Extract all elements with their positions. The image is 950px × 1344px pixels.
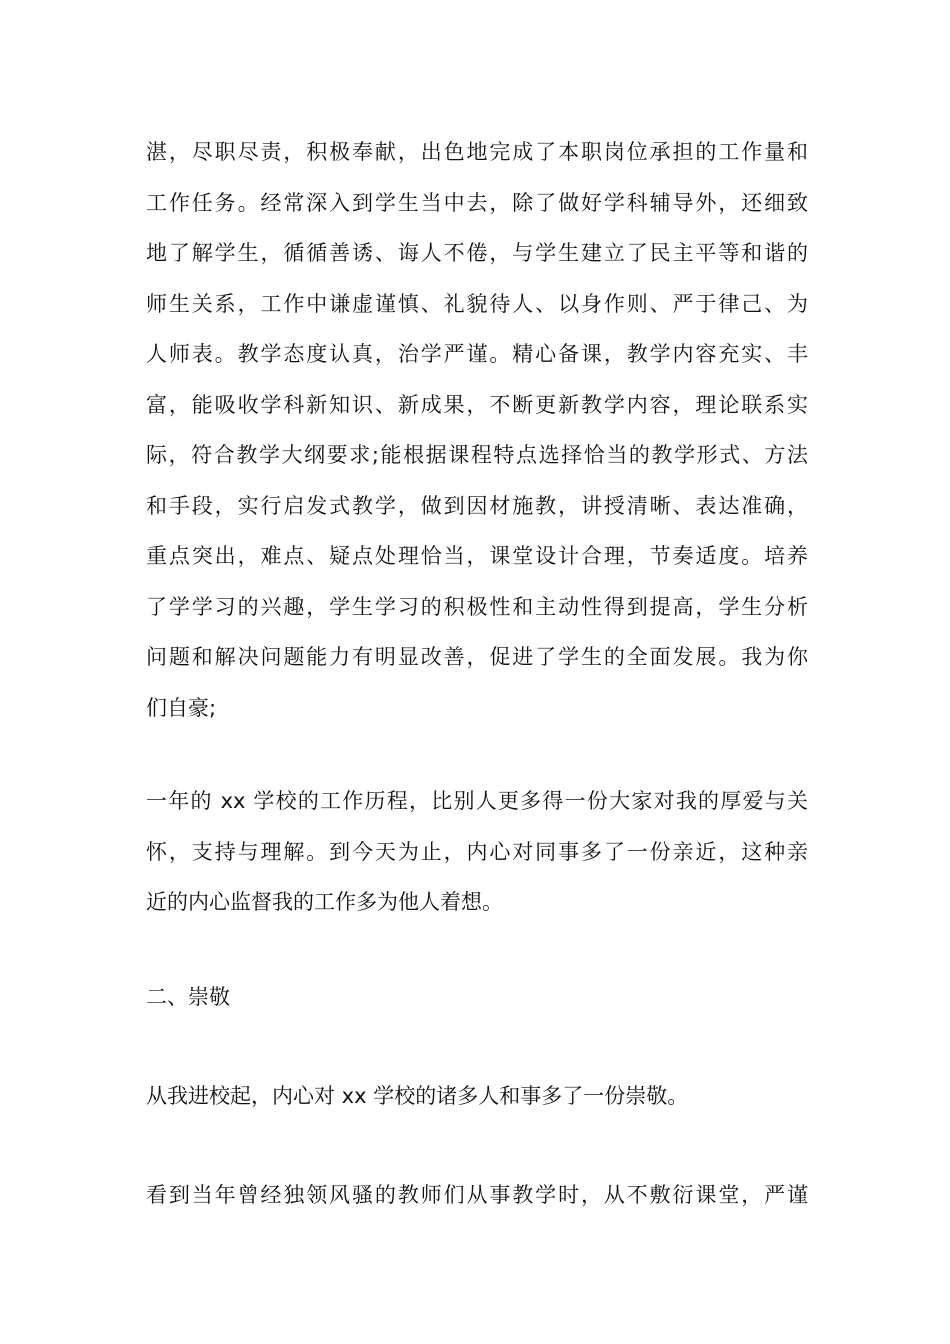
paragraph-teachers bbox=[146, 1170, 808, 1221]
paragraph-line: 从我进校起，内心对 xx 学校的诸多人和事多了一份崇敬。 bbox=[146, 1084, 689, 1108]
paragraph-line: 问题和解决问题能力有明显改善，促进了学生的全面发展。我为你 bbox=[146, 645, 808, 669]
paragraph-line: 和手段，实行启发式教学，做到因材施教，讲授清晰、表达准确， bbox=[146, 493, 808, 518]
paragraph-line: 怀，支持与理解。到今天为止，内心对同事多了一份亲近，这种亲 bbox=[146, 839, 808, 864]
paragraph-line: 重点突出，难点、疑点处理恰当，课堂设计合理，节奏适度。培养 bbox=[146, 544, 808, 568]
paragraph-line: 际，符合教学大纲要求;能根据课程特点选择恰当的教学形式、方法 bbox=[146, 443, 808, 467]
paragraph-line: 一年的 xx 学校的工作历程，比别人更多得一份大家对我的厚爱与关 bbox=[146, 789, 808, 813]
paragraph-line: 师生关系，工作中谦虚谨慎、礼貌待人、以身作则、严于律己、为 bbox=[146, 291, 808, 316]
paragraph-line: 看到当年曾经独领风骚的教师们从事教学时，从不敷衍课堂，严谨 bbox=[146, 1183, 808, 1207]
section-heading bbox=[146, 972, 808, 1023]
paragraph-line: 湛，尽职尽责，积极奉献，出色地完成了本职岗位承担的工作量和 bbox=[146, 140, 808, 164]
paragraph-work-history bbox=[146, 776, 808, 928]
section-heading-text: 二、崇敬 bbox=[146, 985, 230, 1009]
paragraph-teaching-work bbox=[146, 127, 808, 733]
paragraph-line: 们自豪; bbox=[146, 695, 217, 720]
paragraph-line: 地了解学生，循循善诱、诲人不倦，与学生建立了民主平等和谐的 bbox=[146, 241, 808, 265]
paragraph-line: 富，能吸收学科新知识、新成果，不断更新教学内容，理论联系实 bbox=[146, 392, 808, 417]
paragraph-line: 人师表。教学态度认真，治学严谨。精心备课，教学内容充实、丰 bbox=[146, 342, 808, 366]
paragraph-line: 工作任务。经常深入到学生当中去，除了做好学科辅导外，还细致 bbox=[146, 190, 808, 215]
paragraph-respect-intro bbox=[146, 1071, 808, 1122]
paragraph-line: 了学学习的兴趣，学生学习的积极性和主动性得到提高，学生分析 bbox=[146, 594, 808, 619]
paragraph-line: 近的内心监督我的工作多为他人着想。 bbox=[146, 890, 503, 914]
